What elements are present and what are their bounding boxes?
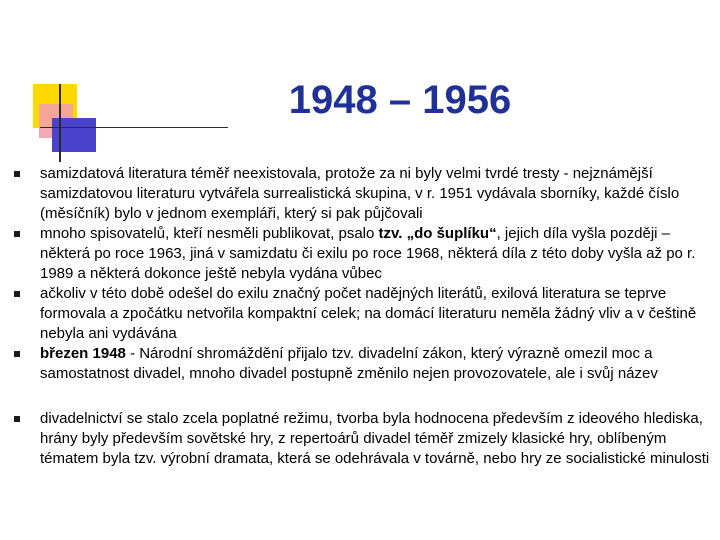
bullet-text: ačkoliv v této době odešel do exilu značný počet nadějných literátů, exilová literatura se teprve formovala a zpočátku netvořila kompaktní celek; na domácí literaturu neměla žádný vliv a v češtině nebyla ani vydávána xyxy=(40,285,697,342)
bullet-text-bold: tzv. „do šuplíku“ xyxy=(378,225,497,242)
decorative-vertical-line xyxy=(59,84,61,162)
square-bullet-icon xyxy=(14,291,20,297)
square-bullet-icon xyxy=(14,171,20,177)
bullet-text: divadelnictví se stalo zcela poplatné režimu, tvorba byla hodnocena především z ideového hlediska, hrány byly především sovětské hry, z repertoárů divadel téměř zmizely klasické hry, oblíbeným tématem byla tzv. výrobní dramata, která se odehrávala v továrně, nebo hry ze socialistické minulosti xyxy=(40,410,710,467)
bullet-item xyxy=(14,409,714,489)
bullet-text-lead: mnoho spisovatelů, kteří nesměli publikovat, psalo xyxy=(40,225,379,242)
bullet-text-rest: - Národní shromáždění přijalo tzv. divadelní zákon, který výrazně omezil moc a samostatnost divadel, mnoho divadel postupně změnilo nejen provozovatele, ale i svůj název xyxy=(40,345,658,382)
bullet-text-bold: březen 1948 xyxy=(40,345,126,362)
square-bullet-icon xyxy=(14,231,20,237)
decorative-horizontal-line xyxy=(40,127,228,128)
bullet-item xyxy=(14,164,714,224)
bullet-item xyxy=(14,284,714,344)
slide-title: 1948 – 1956 xyxy=(288,78,512,122)
bullet-text-rest: , jejich díla vyšla později – některá po roce 1963, jiná v samizdatu či exilu po roce 1968, některá díla z této doby vyšla až po r. 1989 a některá dokonce ještě nebyla vydána vůbec xyxy=(40,225,696,282)
bullet-list xyxy=(14,164,714,489)
bullet-item xyxy=(14,224,714,284)
square-bullet-icon xyxy=(14,351,20,357)
bullet-item xyxy=(14,344,714,409)
square-bullet-icon xyxy=(14,416,20,422)
bullet-text: samizdatová literatura téměř neexistovala, protože za ni byly velmi tvrdé tresty - nejznámější samizdatovou literaturu vytvářela surrealistická skupina, v r. 1951 vydávala sborníky, každé číslo (měsíčník) bylo v jednom exempláři, který si pak půjčovali xyxy=(40,165,680,222)
